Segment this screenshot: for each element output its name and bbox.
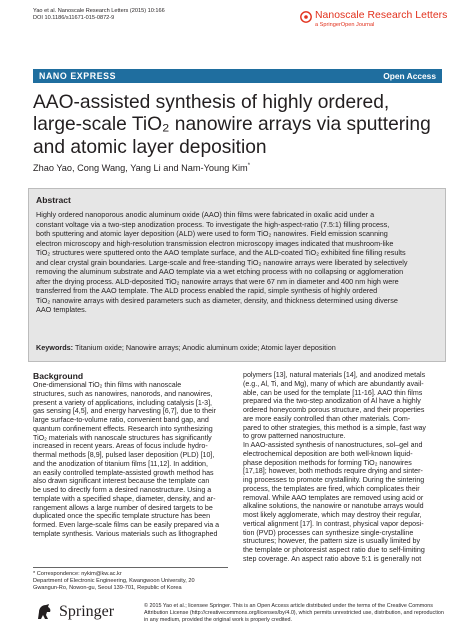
body-line: an easily controlled template-assisted growth method has — [33, 468, 214, 477]
body-line: polymers [13], natural materials [14], and anodized metals — [243, 371, 426, 379]
body-line: phase deposition methods for forming TiO₂ nanowires — [243, 458, 412, 467]
body-line: are more easily controlled than other materials. Com- — [243, 414, 411, 423]
journal-subtitle: a SpringerOpen Journal — [315, 22, 375, 28]
license-line: © 2015 Yao et al.; licensee Springer. This is an Open Access article distributed under the terms of the Creative Commons — [144, 603, 433, 609]
body-line: thermal methods [8,9], pulsed laser deposition (PLD) [10], — [33, 451, 215, 459]
abstract-line: constant voltage via a two-step anodization process. To investigate the high-aspect-ratio (7.5:1) filling process, — [36, 219, 390, 229]
body-line: template synthesis. Various materials such as lithographed — [33, 529, 218, 538]
abstract-line: after the drying process. ALD-deposited TiO₂ nanowire arrays that were 67 nm in diameter and 400 nm high were — [36, 276, 399, 286]
journal-logo[interactable] — [300, 10, 447, 29]
abstract-line: TiO₂ structures were sputtered onto the AAO template surface, and the ALD-coated TiO₂ exhibited fine filling results — [36, 248, 406, 258]
article-type-label: NANO EXPRESS — [39, 71, 117, 81]
author-names: Zhao Yao, Cong Wang, Yang Li and Nam-Young Kim — [33, 163, 248, 174]
body-line: duplicated once the specific template structure has been — [33, 512, 211, 521]
section-heading-background: Background — [33, 371, 84, 381]
abstract-line: TiO₂ nanowire arrays with desired parameters such as diameter, density, and thickness determined using diverse — [36, 295, 398, 305]
body-line: the template or photoresist aspect ratio due to self-limiting — [243, 546, 425, 554]
keywords — [36, 343, 442, 352]
springer-horse-icon — [33, 601, 55, 623]
body-line: quantum confinement effects. Research into synthesizing — [33, 424, 213, 433]
body-line: present a variety of applications, including catalysis [1-3], — [33, 398, 213, 407]
abstract-line: AAO templates. — [36, 305, 87, 315]
doi-link[interactable]: DOI 10.1186/s11671-015-0872-9 — [33, 15, 115, 22]
abstract-line: electron microscopy and high-resolution transmission electron microscopy images indicated that mushroom-like — [36, 238, 394, 248]
body-line: ing processes to promote crystallinity. During the sintering — [243, 476, 425, 484]
abstract-body — [36, 210, 442, 315]
body-column-left — [33, 371, 228, 539]
affiliation-line: Gwangun-Ro, Nowon-gu, Seoul 139-701, Republic of Korea — [33, 585, 182, 592]
body-line: [17,18]; however, both methods require drying and sinter- — [243, 467, 423, 476]
body-line: (e.g., Al, Ti, and Mg), many of which are abundantly avail- — [243, 379, 424, 388]
license-line: Attribution License (http://creativecommons.org/licenses/by/4.0), which permits unrestricted use, distribution, and reproduction — [144, 609, 444, 616]
abstract-line: both sputtering and atomic layer deposition (ALD) were used to form TiO₂ nanowires. Field emission scanning — [36, 229, 388, 239]
body-line: ordered honeycomb porous structure, and their properties — [243, 406, 425, 414]
nano-logo-icon — [300, 11, 312, 23]
abstract-line: and clear crystal grain boundaries. Large-scale and free-standing TiO₂ nanowire arrays were liberated by selectively — [36, 257, 408, 267]
keywords-list: Titanium oxide; Nanowire arrays; Anodic aluminum oxide; Atomic layer deposition — [74, 343, 336, 352]
body-line: electrochemical deposition are both well-known liquid- — [243, 449, 413, 458]
body-line: gas sensing [4,5], and energy harvesting [6,7], due to their — [33, 407, 216, 416]
body-line: structures; however, the pattern size is usually limited by — [243, 537, 421, 546]
body-line: tion (PVD) processes can synthesize single-crystalline — [243, 528, 414, 537]
body-line: template with a specified shape, diameter, density, and ar- — [33, 494, 216, 503]
body-line: to grow patterned nanostructure. — [243, 432, 346, 441]
body-line: vertical alignment [17]. In contrast, physical vapor deposi- — [243, 519, 424, 528]
corresponding-author-mark: * — [247, 163, 251, 169]
body-line: and the anodization of titanium films [11,12]. In addition, — [33, 459, 208, 468]
body-line: most likely agglomerate, which may destroy their regular, — [243, 511, 422, 519]
article-title: AAO-assisted synthesis of highly ordered, large-scale TiO₂ nanowire arrays via sputtering and atomic layer deposition — [33, 92, 431, 158]
body-line: large surface-to-volume ratio, convenient band gap, and — [33, 416, 209, 424]
abstract-heading: Abstract — [36, 195, 71, 205]
body-line: In AAO-assisted synthesis of nanostructures, sol–gel and — [243, 441, 423, 449]
license-statement — [144, 603, 444, 623]
body-line: step coverage. An aspect ratio above 5:1 is generally not — [243, 554, 422, 563]
body-line: increased in recent years. Areas of focus include hydro- — [33, 442, 208, 451]
author-list — [33, 163, 250, 173]
body-line: structures, such as nanowires, nanorods, and nanowires, — [33, 389, 213, 398]
abstract-line: removing the aluminum substrate and AAO template via a wet etching process with no collapsing or agglomeration — [36, 267, 404, 277]
body-line: removal. While AAO templates are removed using acid or — [243, 493, 424, 502]
body-line: One-dimensional TiO₂ thin films with nanoscale — [33, 381, 182, 389]
body-line: process, the templates are fired, which complicates their — [243, 484, 420, 493]
body-line: formed. Even large-scale films can be easily prepared via a — [33, 521, 220, 529]
citation-line: Yao et al. Nanoscale Research Letters (2015) 10:166 — [33, 8, 165, 14]
correspondence-email[interactable]: * Correspondence: nykim@kw.ac.kr — [33, 571, 122, 577]
affiliation-line: Department of Electronic Engineering, Kwangwoon University, 20 — [33, 578, 195, 585]
body-line: also drawn significant interest because the template can — [33, 477, 210, 486]
article-type-banner — [33, 69, 442, 83]
license-line: in any medium, provided the original work is properly credited. — [144, 616, 293, 623]
journal-name: Nanoscale Research Letters — [315, 10, 448, 21]
body-line: pared to other strategies, this method is a simple, fast way — [243, 423, 426, 432]
body-line: TiO₂ materials with nanoscale structures has significantly — [33, 433, 212, 442]
body-line: prepared via the two-step anodization of Al have a highly — [243, 397, 421, 406]
affiliation-footnote — [33, 567, 228, 593]
body-line: rangement allows a large number of desired targets to be — [33, 503, 213, 512]
body-line: alkaline solutions, the nanowire or nanotube arrays would — [243, 502, 424, 511]
citation-block — [33, 8, 165, 23]
body-line: be used to directly form a desired nanostructure. Using a — [33, 486, 212, 494]
abstract-box — [28, 188, 446, 362]
publisher-logo — [33, 601, 114, 623]
body-column-right — [243, 371, 438, 564]
publisher-name: Springer — [59, 603, 115, 620]
body-line: able, can be used for the template [11-16]. AAO thin films — [243, 388, 423, 397]
keywords-label: Keywords: — [36, 343, 74, 352]
abstract-line: Highly ordered nanoporous anodic aluminum oxide (AAO) thin films were fabricated in oxalic acid under a — [36, 210, 375, 219]
open-access-label: Open Access — [383, 71, 436, 81]
abstract-line: transferred from the AAO template. The ALD process enabled the rapid, simple synthesis of highly ordered — [36, 286, 378, 296]
